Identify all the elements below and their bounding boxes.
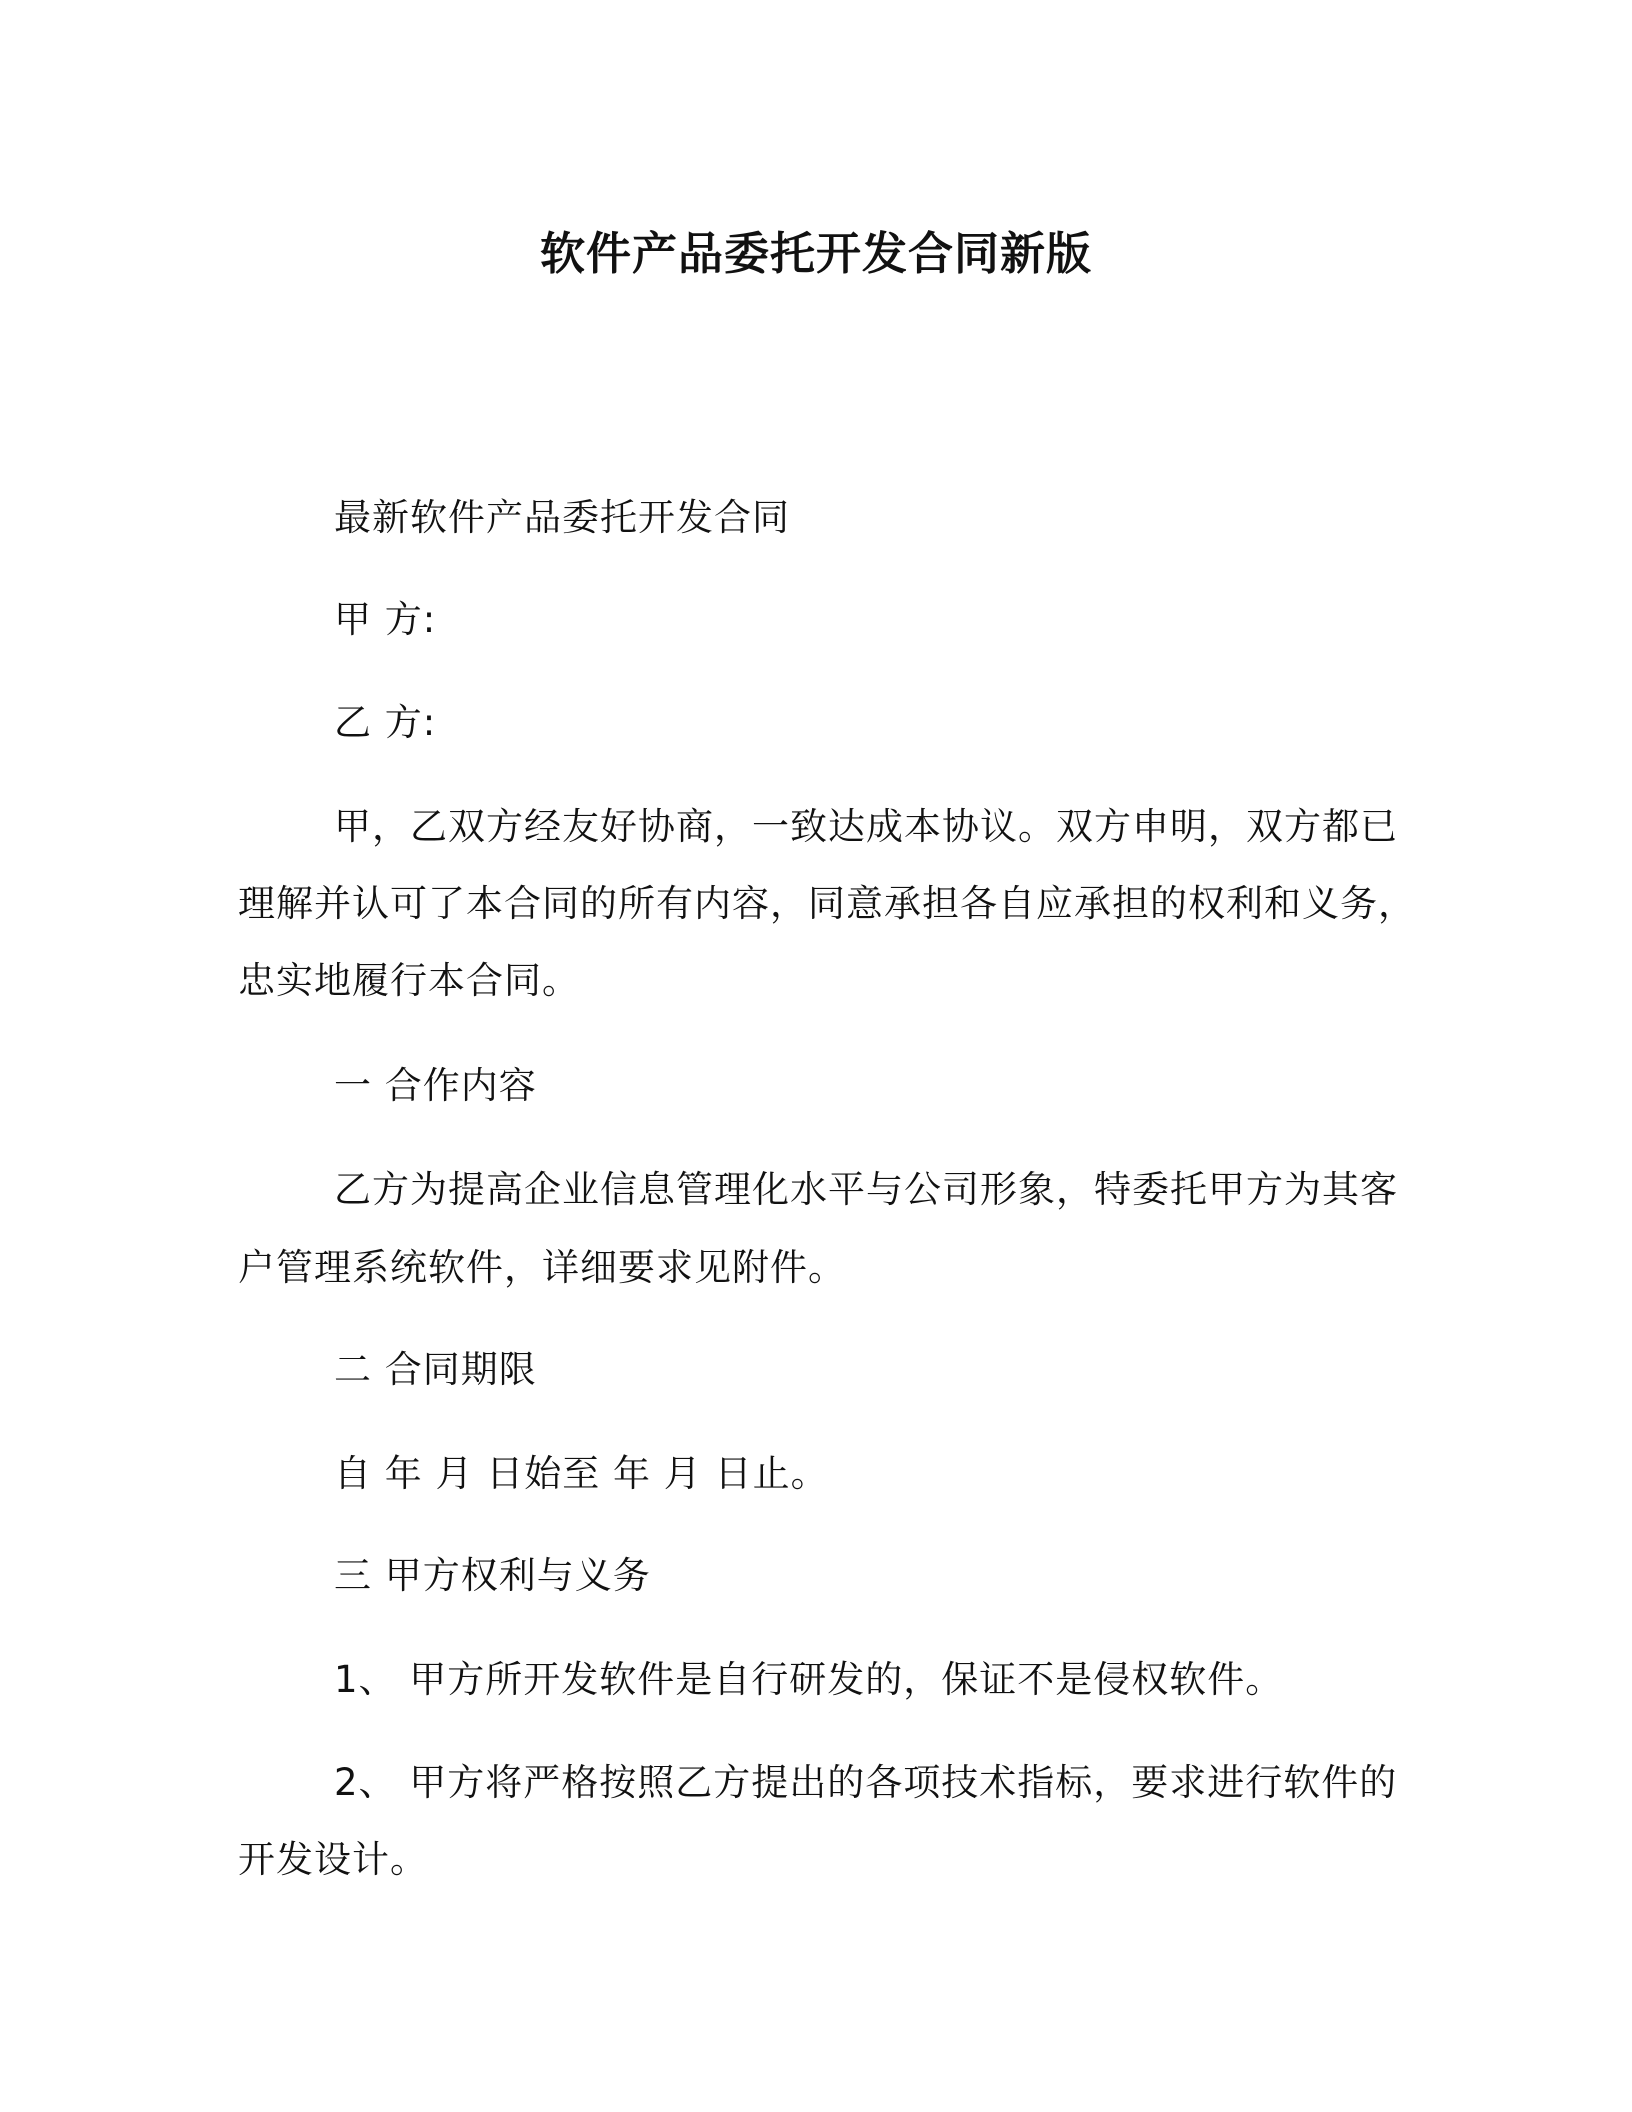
preamble-line-1: 甲，乙双方经友好协商，一致达成本协议。双方申明，双方都已: [334, 805, 1398, 848]
section-3-item-2-line-1: 2、 甲方将严格按照乙方提出的各项技术指标，要求进行软件的: [334, 1761, 1398, 1804]
section-3-heading: 三 甲方权利与义务: [334, 1554, 651, 1597]
section-2-line-1: 自 年 月 日始至 年 月 日止。: [334, 1452, 829, 1495]
document-title: 软件产品委托开发合同新版: [539, 227, 1092, 280]
contract-subtitle: 最新软件产品委托开发合同: [334, 496, 790, 539]
section-1-heading: 一 合作内容: [334, 1064, 537, 1107]
preamble-line-2: 理解并认可了本合同的所有内容，同意承担各自应承担的权利和义务，: [238, 882, 1416, 925]
party-a-label: 甲 方:: [334, 598, 437, 641]
section-2-heading: 二 合同期限: [334, 1348, 537, 1391]
section-3-item-1: 1、 甲方所开发软件是自行研发的，保证不是侵权软件。: [334, 1658, 1284, 1701]
preamble-line-3: 忠实地履行本合同。: [238, 959, 580, 1002]
party-b-label: 乙 方:: [334, 701, 437, 744]
section-1-line-1: 乙方为提高企业信息管理化水平与公司形象，特委托甲方为其客: [334, 1168, 1398, 1211]
section-3-item-2-line-2: 开发设计。: [238, 1838, 428, 1881]
section-1-line-2: 户管理系统软件，详细要求见附件。: [238, 1246, 846, 1289]
